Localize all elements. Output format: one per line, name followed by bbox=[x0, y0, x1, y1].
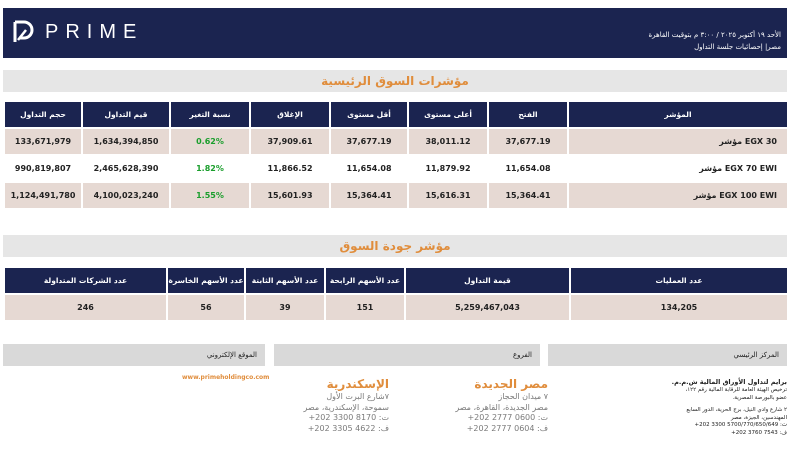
hq-label: المركز الرئيسي bbox=[548, 344, 787, 366]
branch-address-line2: سموحة، الإسكندرية، مصر bbox=[303, 402, 389, 412]
unchanged-cell: 39 bbox=[245, 294, 325, 321]
branch-fax: +202 3305 4622 :ف bbox=[307, 423, 389, 433]
report-date: الأحد ١٩ أكتوبر ٢٠٢٥ / ٣:٠٠ م بتوقيت القاهرة bbox=[648, 31, 781, 39]
quality-table bbox=[3, 266, 789, 322]
losers-cell: 56 bbox=[167, 294, 245, 321]
table-row bbox=[4, 128, 788, 155]
volume-cell: 990,819,807 bbox=[4, 155, 82, 182]
report-subtitle: مصر| إحصائيات جلسة التداول bbox=[694, 43, 781, 51]
value-cell: 1,634,394,850 bbox=[82, 128, 170, 155]
high-cell: 38,011.12 bbox=[408, 128, 488, 155]
close-cell: 11,866.52 bbox=[250, 155, 330, 182]
transactions-cell: 134,205 bbox=[570, 294, 788, 321]
quality-section-title: مؤشر جودة السوق bbox=[3, 235, 787, 257]
change-cell: 1.55% bbox=[170, 182, 250, 209]
website-label: الموقع الإلكتروني bbox=[3, 344, 265, 366]
table-row bbox=[4, 294, 788, 321]
open-cell: 11,654.08 bbox=[488, 155, 568, 182]
low-cell: 15,364.41 bbox=[330, 182, 408, 209]
col-high: أعلى مستوى bbox=[408, 101, 488, 128]
branch-alexandria bbox=[259, 376, 389, 434]
col-open: الفتح bbox=[488, 101, 568, 128]
table-row bbox=[4, 182, 788, 209]
hq-address-line1: ٢ شارع وادي النيل، برج الحرية، الدور السابع bbox=[686, 407, 787, 413]
branch-address-line1: ٧شارع البرت الأول bbox=[326, 392, 389, 401]
branch-phone: +202 2777 0600 :ت bbox=[467, 413, 548, 422]
col-trade-value: قيمة التداول bbox=[405, 267, 570, 294]
hq-address-line2: المهندسين، الجيزة، مصر bbox=[730, 414, 787, 421]
change-cell: 1.82% bbox=[170, 155, 250, 182]
col-value: قيم التداول bbox=[82, 101, 170, 128]
col-index: المؤشر bbox=[568, 101, 788, 128]
value-cell: 2,465,628,390 bbox=[82, 155, 170, 182]
branches-label: الفروع bbox=[274, 344, 540, 366]
volume-cell: 133,671,979 bbox=[4, 128, 82, 155]
branch-city: مصر الجديدة bbox=[474, 377, 548, 391]
col-change: نسبة التغير bbox=[170, 101, 250, 128]
companies-cell: 246 bbox=[4, 294, 167, 321]
change-cell: 0.62% bbox=[170, 128, 250, 155]
col-losers: عدد الأسهم الخاسرة bbox=[167, 267, 245, 294]
hq-fax: +202 3760 7543 :ف bbox=[731, 429, 787, 436]
high-cell: 11,879.92 bbox=[408, 155, 488, 182]
index-name-cell: EGX 70 EWI مؤشر bbox=[568, 155, 788, 182]
open-cell: 37,677.19 bbox=[488, 128, 568, 155]
col-gainers: عدد الأسهم الرابحة bbox=[325, 267, 405, 294]
header-info bbox=[649, 29, 781, 53]
low-cell: 11,654.08 bbox=[330, 155, 408, 182]
prime-logo bbox=[11, 20, 143, 44]
company-name: برايم لتداول الأوراق المالية ش.م.م. bbox=[671, 378, 787, 386]
low-cell: 37,677.19 bbox=[330, 128, 408, 155]
col-companies: عدد الشركات المتداولة bbox=[4, 267, 167, 294]
close-cell: 15,601.93 bbox=[250, 182, 330, 209]
hq-address bbox=[567, 378, 787, 437]
header-bar bbox=[3, 8, 787, 58]
col-low: أقل مستوى bbox=[330, 101, 408, 128]
prime-logo-icon bbox=[11, 20, 35, 44]
open-cell: 15,364.41 bbox=[488, 182, 568, 209]
trade-value-cell: 5,259,467,043 bbox=[405, 294, 570, 321]
branch-address-line2: مصر الجديدة، القاهرة، مصر bbox=[455, 402, 548, 412]
high-cell: 15,616.31 bbox=[408, 182, 488, 209]
index-name-cell: EGX 30 مؤشر bbox=[568, 128, 788, 155]
license-text: ترخيص الهيئة العامة للرقابة المالية رقم ١٢٢، bbox=[685, 387, 787, 393]
hq-phone: +202 3300 5700/770/650/649 :ت bbox=[694, 422, 787, 428]
branch-phone: +202 3300 8170 :ت bbox=[308, 413, 389, 422]
branch-city: الإسكندرية bbox=[326, 377, 389, 391]
col-close: الإغلاق bbox=[250, 101, 330, 128]
indices-section-title: مؤشرات السوق الرئيسية bbox=[3, 70, 787, 92]
logo-text: PRIME bbox=[45, 20, 144, 43]
branch-fax: +202 2777 0604 :ف bbox=[466, 423, 548, 433]
col-volume: حجم التداول bbox=[4, 101, 82, 128]
col-transactions: عدد العمليات bbox=[570, 267, 788, 294]
table-row bbox=[4, 155, 788, 182]
value-cell: 4,100,023,240 bbox=[82, 182, 170, 209]
close-cell: 37,909.61 bbox=[250, 128, 330, 155]
member-text: عضو بالبورصة المصرية. bbox=[732, 394, 787, 401]
branch-heliopolis bbox=[408, 376, 548, 434]
website-link[interactable]: www.primeholdingco.com bbox=[182, 374, 270, 381]
branch-address-line1: ٧ ميدان الحجاز bbox=[498, 392, 548, 401]
indices-table bbox=[3, 100, 789, 210]
col-unchanged: عدد الأسهم الثابتة bbox=[245, 267, 325, 294]
gainers-cell: 151 bbox=[325, 294, 405, 321]
volume-cell: 1,124,491,780 bbox=[4, 182, 82, 209]
quality-header-row bbox=[4, 267, 788, 294]
indices-header-row bbox=[4, 101, 788, 128]
index-name-cell: EGX 100 EWI مؤشر bbox=[568, 182, 788, 209]
